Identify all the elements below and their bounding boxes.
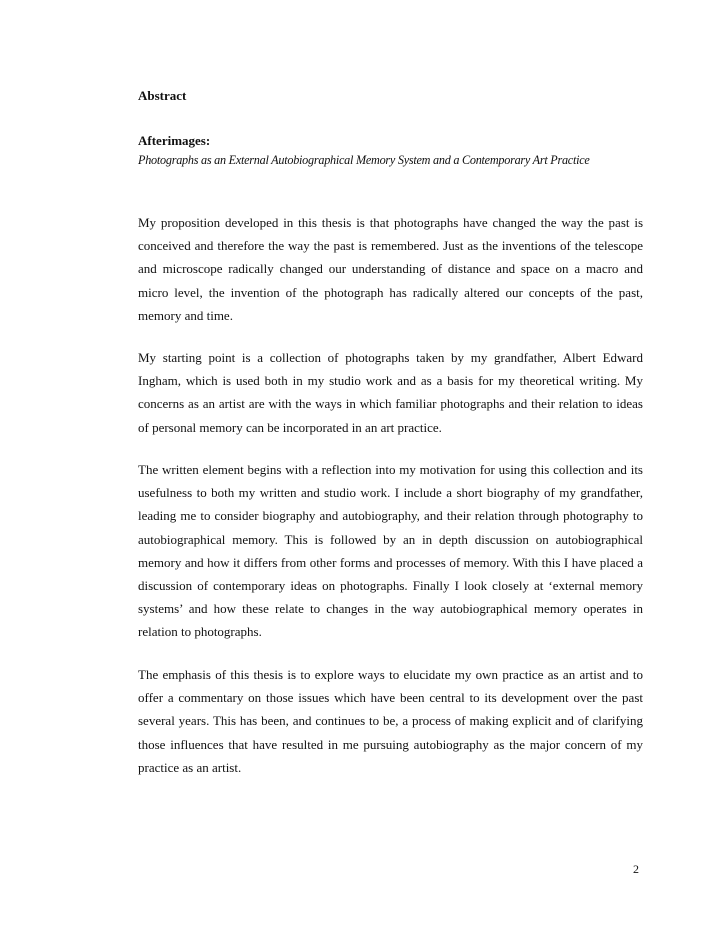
page-number: 2: [633, 862, 639, 876]
paragraph-starting-point: My starting point is a collection of photographs taken by my grandfather, Albert Edward Ingham, which is used both in my studio work and as a basis for my theoretical writing. My concerns as an artist are with the ways in which familiar photographs and their relation to ideas of personal memory can be incorporated in an art practice.: [138, 350, 643, 435]
paragraph-emphasis: The emphasis of this thesis is to explore ways to elucidate my own practice as an artist and to offer a commentary on those issues which have been central to its development over the past several years. This has been, and continues to be, a process of making explicit and of clarifying those influences that have resulted in me pursuing autobiography as the major concern of my practice as an artist.: [138, 667, 643, 775]
thesis-subtitle: Photographs as an External Autobiographical Memory System and a Contemporary Art Practice: [138, 153, 590, 167]
paragraph-proposition: My proposition developed in this thesis is that photographs have changed the way the past is conceived and therefore the way the past is remembered. Just as the inventions of the telescope and microscope radically changed our understanding of distance and space on a macro and micro level, the invention of the photograph has radically altered our concepts of the past, memory and time.: [138, 215, 643, 323]
thesis-title: Afterimages:: [138, 133, 211, 148]
abstract-heading: Abstract: [138, 88, 187, 103]
paragraph-written-element: The written element begins with a reflection into my motivation for using this collection and its usefulness to both my written and studio work. I include a short biography of my grandfather, leading me to consider biography and autobiography, and their relation through photography to autobiographical memory. This is followed by an in depth discussion on autobiographical memory and how it differs from other forms and processes of memory. With this I have placed a discussion of contemporary ideas on photographs. Finally I look closely at ‘external memory systems’ and how these relate to changes in the way autobiographical memory operates in relation to photographs.: [138, 462, 643, 640]
